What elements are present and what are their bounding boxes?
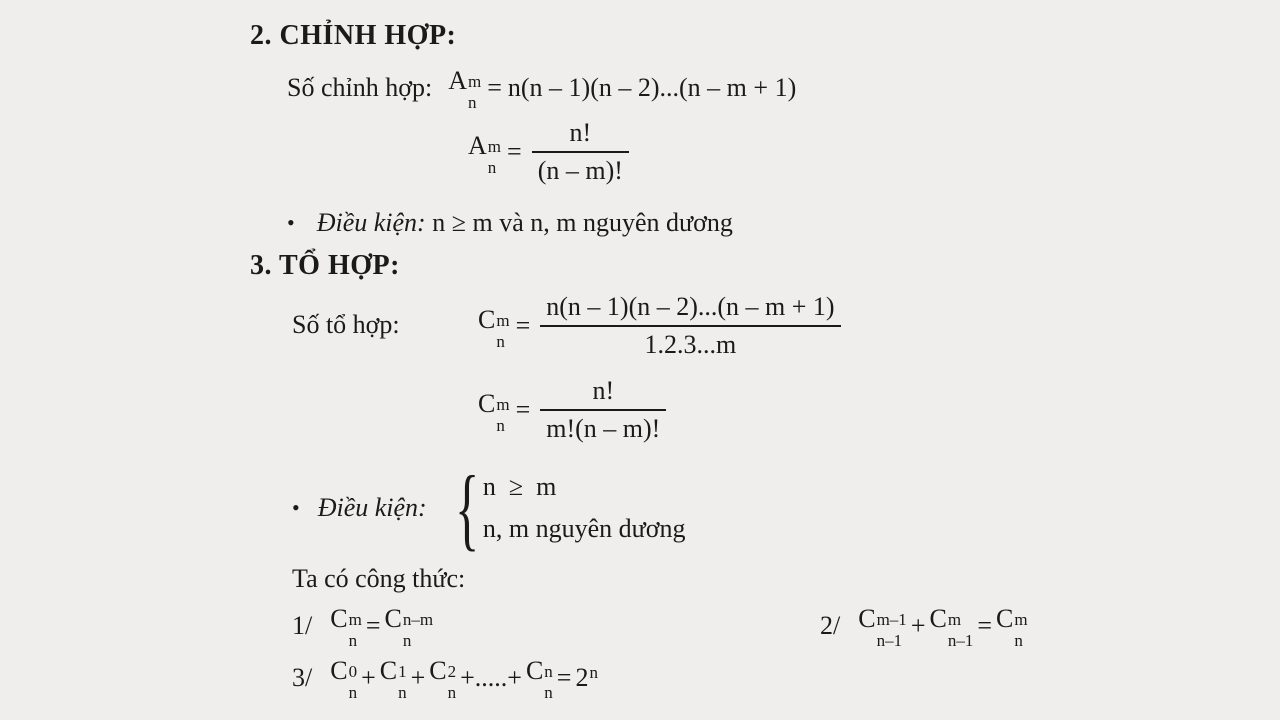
combination-factorial-formula: C m n = $\frac{n!}{m!(n - m)!}$ bbox=[478, 376, 670, 444]
formulas-intro: Ta có công thức: bbox=[292, 564, 466, 593]
arrangement-formula-row bbox=[287, 66, 797, 112]
bullet-icon: • bbox=[292, 495, 300, 520]
arrangement-condition bbox=[287, 208, 733, 238]
bullet-icon: • bbox=[287, 210, 295, 235]
arrangement-product: n(n – 1)(n – 2)...(n – m + 1) bbox=[507, 72, 797, 102]
condition-line-1: n ≥ m bbox=[482, 472, 557, 501]
condition-label: Điều kiện: bbox=[317, 493, 427, 522]
combination-condition bbox=[292, 457, 686, 559]
combination-symbol: C m n bbox=[478, 304, 510, 351]
combination-label: Số tổ hợp: bbox=[292, 310, 400, 339]
arrangement-fraction: $\frac{n!}{(n - m)!}$ bbox=[532, 118, 629, 186]
combination-symbol: C m n bbox=[478, 388, 510, 435]
arrangement-factorial-formula: A m n = $\frac{n!}{(n - m)!}$ bbox=[468, 118, 633, 186]
formula-1-label: 1/ bbox=[292, 610, 313, 640]
section-2-title: 2. CHỈNH HỢP: bbox=[250, 20, 457, 51]
arrangement-label: Số chỉnh hợp: bbox=[287, 72, 433, 102]
formula-2: 2/ C m–1 n–1 + C m n–1 = C m n bbox=[820, 604, 1028, 650]
section-3-title: 3. TỔ HỢP: bbox=[250, 250, 400, 281]
condition-system bbox=[445, 457, 686, 559]
condition-text: n ≥ m và n, m nguyên dương bbox=[432, 208, 733, 237]
combination-factorial-fraction: $\frac{n!}{m!(n - m)!}$ bbox=[540, 376, 666, 444]
combination-product-formula: C m n = $\frac{n(n - 1)(n - 2)...(n - m + 1)}{1.2.3...m}$ bbox=[478, 292, 845, 360]
arrangement-symbol: A m n bbox=[468, 130, 502, 177]
combination-product-fraction: $\frac{n(n - 1)(n - 2)...(n - m + 1)}{1.2.3...m}$ bbox=[540, 292, 840, 360]
formula-2-label: 2/ bbox=[820, 610, 841, 640]
condition-label: Điều kiện: bbox=[316, 208, 426, 237]
formula-3-label: 3/ bbox=[292, 662, 313, 692]
condition-line-2: n, m nguyên dương bbox=[482, 514, 686, 543]
left-brace-icon: { bbox=[454, 457, 479, 559]
formula-1: 1/ C m n = C n–m n bbox=[292, 604, 434, 650]
arrangement-symbol: A m n bbox=[448, 66, 482, 112]
formula-3: 3/ C 0 n + C 1 n + C 2 n +.....+ C n n = 2 n bbox=[292, 656, 598, 702]
arrangement-product-formula: A m n = n(n – 1)(n – 2)...(n – m + 1) bbox=[448, 66, 797, 112]
